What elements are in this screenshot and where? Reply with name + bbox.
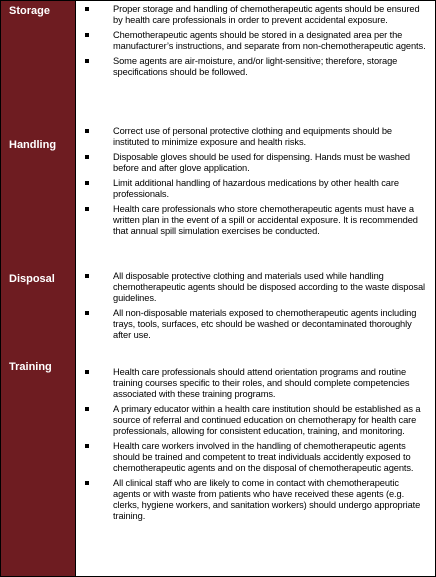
bullet-icon [85,181,89,185]
list-item: A primary educator within a health care institution should be established as a source of referral and continued education on chemotherapy for health care professionals, allowing for consistent education, training, and monitoring. [85,404,427,437]
bullet-icon [85,129,89,133]
bullet-icon [85,155,89,159]
bullet-icon [85,59,89,63]
bullet-icon [85,370,89,374]
bullet-icon [85,274,89,278]
handling-list [85,126,427,241]
list-item: Chemotherapeutic agents should be stored in a designated area per the manufacturer’s instructions, and separate from non-chemotherapeutic agents. [85,30,427,52]
list-item: Health care workers involved in the handling of chemotherapeutic agents should be trained and competent to treat individuals accidently exposed to chemotherapeutic agents and on the disposal of chemotherapeutic agents. [85,441,427,474]
bullet-icon [85,311,89,315]
bullet-icon [85,207,89,211]
list-item: Some agents are air-moisture, and/or light-sensitive; therefore, storage specifications should be followed. [85,56,427,78]
storage-list [85,4,427,82]
list-item: All disposable protective clothing and materials used while handling chemotherapeutic agents should be disposed according to the waste disposal guidelines. [85,271,427,304]
list-item: All non-disposable materials exposed to chemotherapeutic agents including trays, tools, surfaces, etc should be washed or decontaminated thoroughly after use. [85,308,427,341]
bullet-icon [85,7,89,11]
list-item: Disposable gloves should be used for dispensing. Hands must be washed before and after glove application. [85,152,427,174]
category-column [1,1,76,576]
bullet-icon [85,33,89,37]
bullet-icon [85,481,89,485]
list-item: Correct use of personal protective clothing and equipments should be instituted to minimize exposure and health risks. [85,126,427,148]
section-label-handling: Handling [9,139,57,151]
disposal-list [85,271,427,345]
bullet-icon [85,407,89,411]
list-item: Health care professionals who store chemotherapeutic agents must have a written plan in the event of a spill or accidental exposure. It is recommended that annual spill simulation exercises be conducted. [85,204,427,237]
list-item: Health care professionals should attend orientation programs and routine training courses specific to their roles, and should complete competencies associated with these training programs. [85,367,427,400]
section-label-training: Training [9,361,52,373]
list-item: All clinical staff who are likely to come in contact with chemotherapeutic agents or with waste from patients who have received these agents (e.g. clerks, hygiene workers, and sanitation workers) should undergo appropriate training. [85,478,427,522]
bullet-icon [85,444,89,448]
section-label-storage: Storage [9,5,50,17]
list-item: Limit additional handling of hazardous medications by other health care professionals. [85,178,427,200]
section-label-disposal: Disposal [9,273,55,285]
training-list [85,367,427,526]
list-item: Proper storage and handling of chemotherapeutic agents should be ensured by health care professionals in order to prevent accidental exposure. [85,4,427,26]
